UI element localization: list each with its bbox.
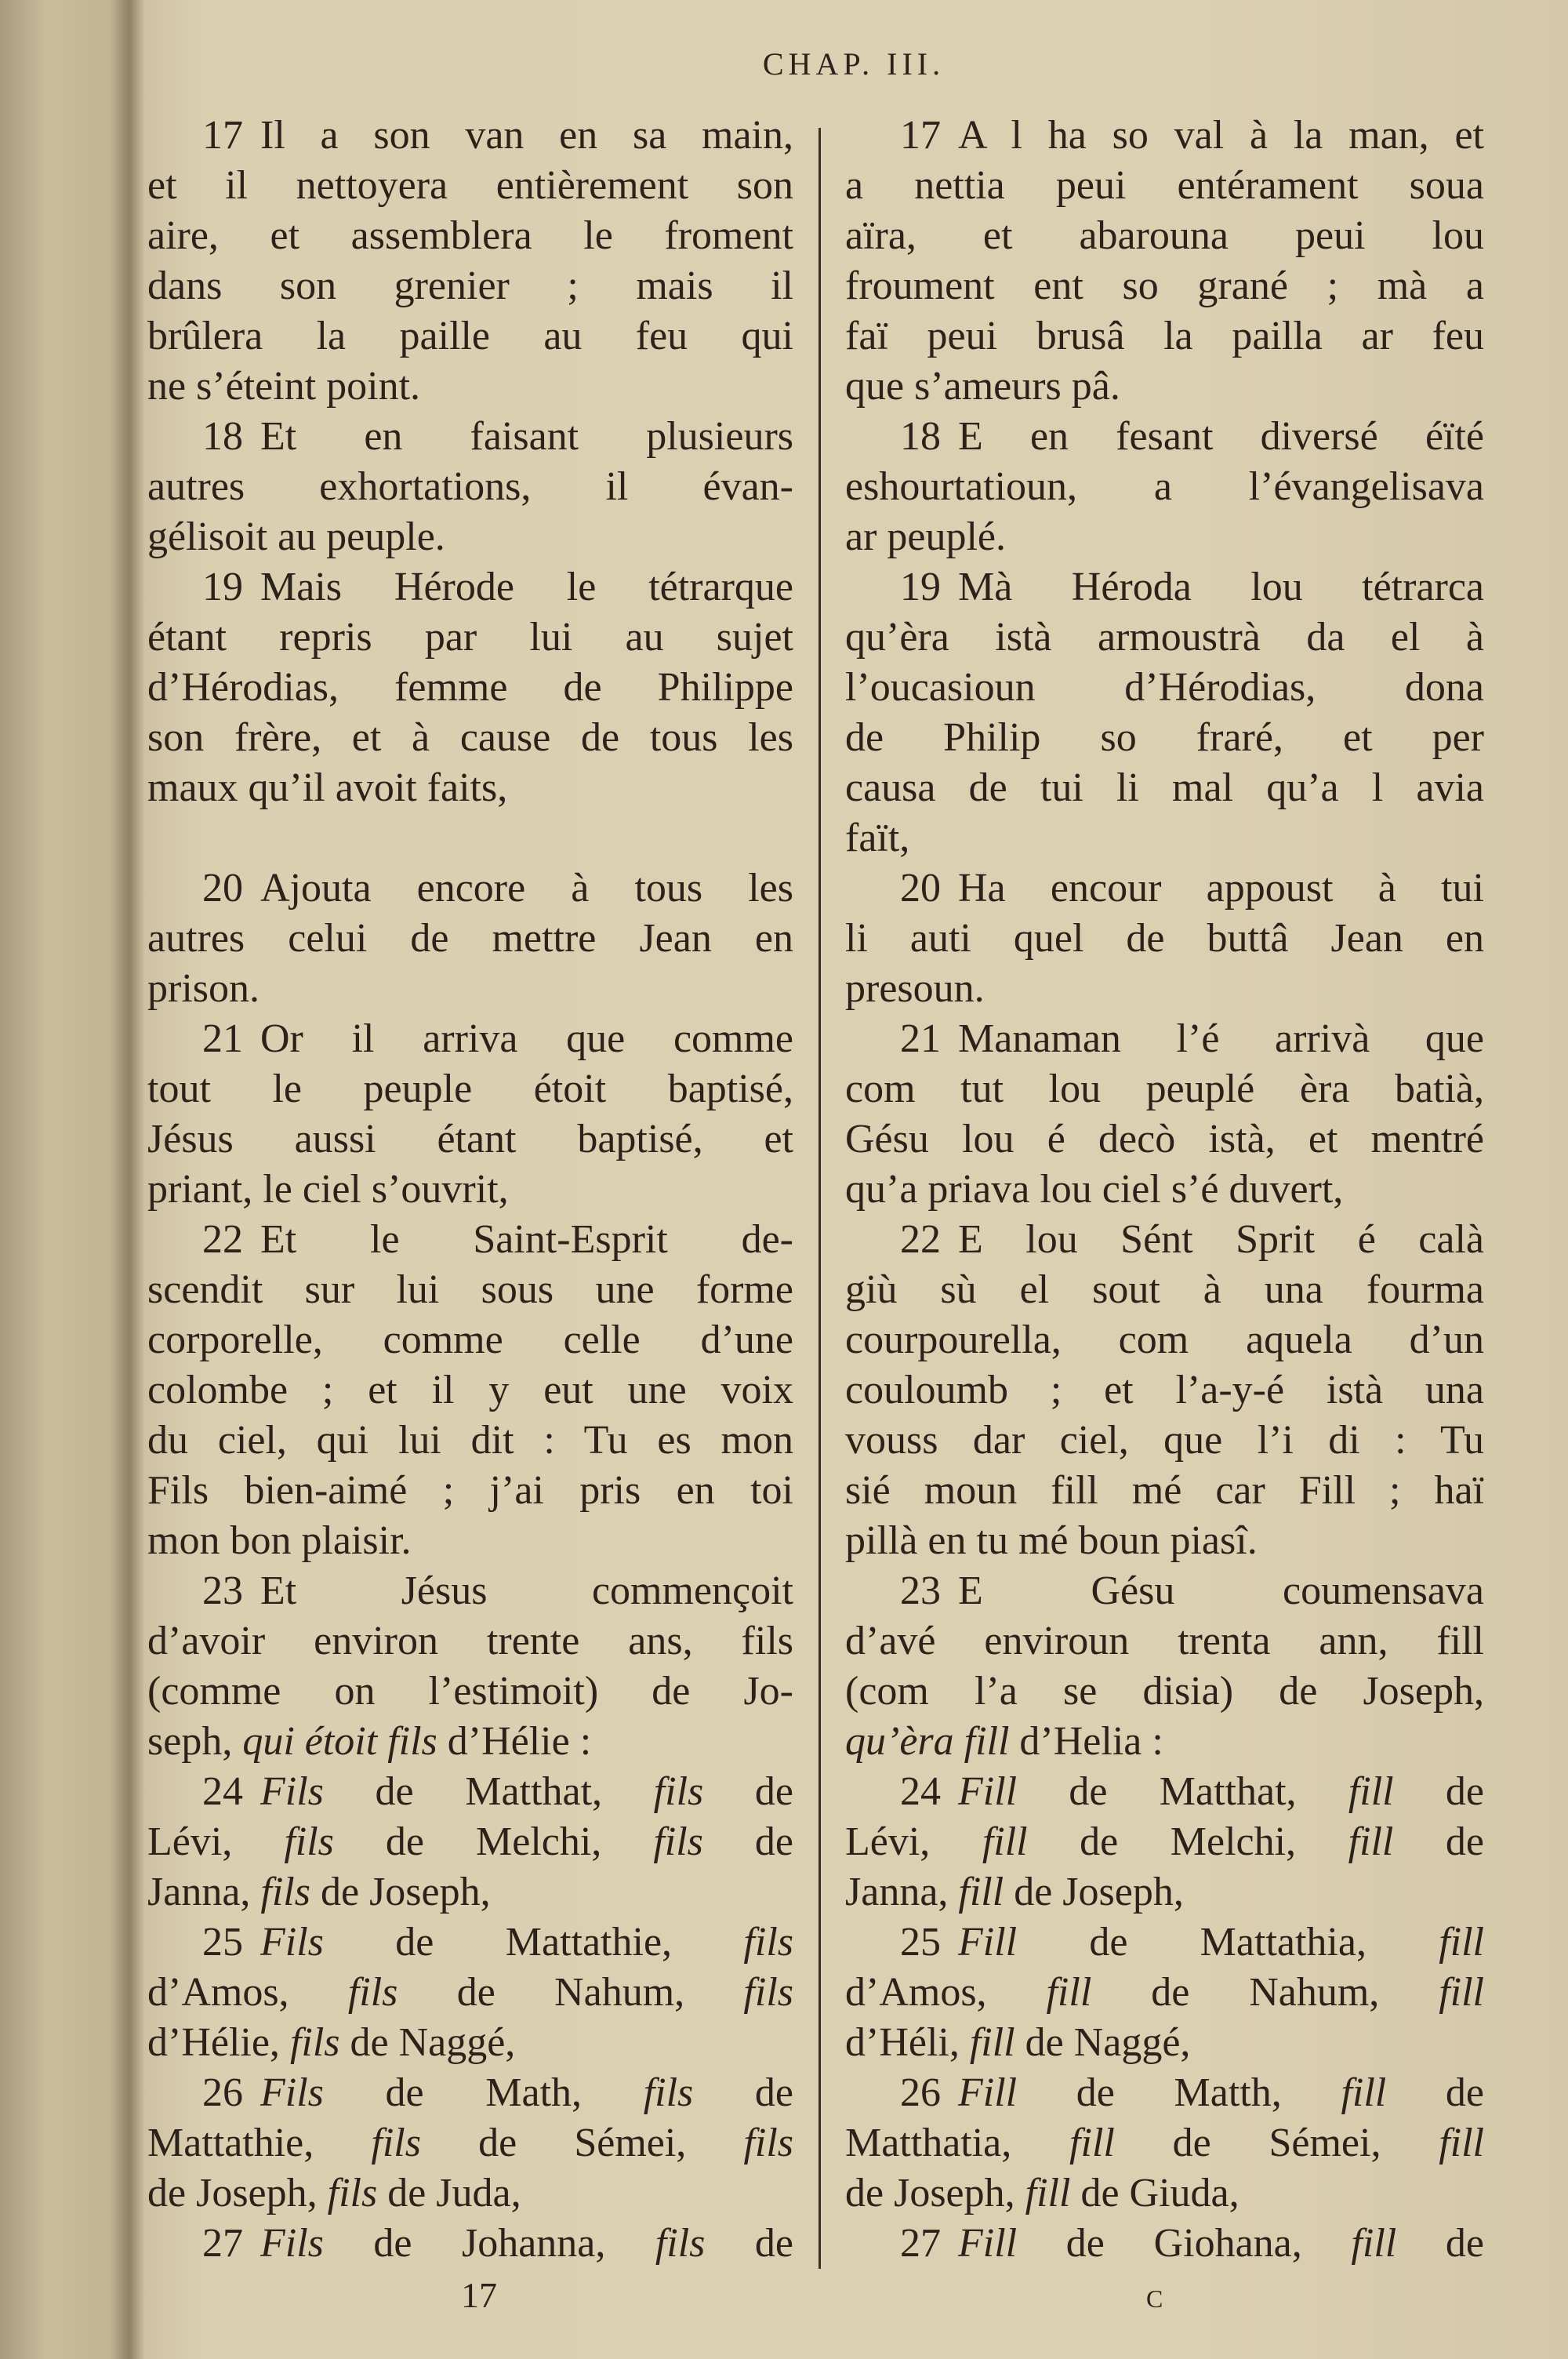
roman-text: causa de tui li mal qu’a l avia [845,765,1484,810]
italic-text: fill [1439,1970,1484,2015]
text-line [845,261,1484,311]
roman-text: Manaman l’é arrivà que [958,1016,1484,1061]
roman-text: E en fesant diversé éïté [958,414,1484,459]
italic-text: fils [327,2171,378,2215]
roman-text: d’Amos, [147,1970,348,2015]
text-line [147,2168,793,2219]
text-line [845,1566,1484,1616]
italic-text: fill [958,1870,1004,1914]
roman-text: ar peuplé. [845,514,1007,559]
text-line [147,1968,793,2018]
roman-text: Gésu lou é decò istà, et mentré [845,1117,1484,1161]
roman-text: seph, [147,1719,243,1764]
text-line [147,1265,793,1315]
running-title: CHAP. III. [762,46,946,82]
verse-number: 19 [900,565,941,609]
verse-number: 20 [900,866,941,911]
text-line [147,562,793,612]
text-line [845,612,1484,663]
roman-text: gélisoit au peuple. [147,514,445,559]
roman-text: de Matthat, [1017,1769,1348,1814]
roman-text: priant, le ciel s’ouvrit, [147,1167,509,1212]
text-line [845,1867,1484,1917]
roman-text: d’Hélie, [147,2020,290,2065]
text-line [845,1064,1484,1114]
roman-text: de Johanna, [323,2221,655,2266]
italic-text: qu’èra fill [845,1719,1010,1764]
roman-text: de Giohana, [1017,2221,1352,2266]
roman-text: com tut lou peuplé èra batià, [845,1067,1484,1111]
roman-text: dans son grenier ; mais il [147,264,793,308]
roman-text: Lévi, [147,1819,285,1864]
roman-text: corporelle, comme celle d’une [147,1318,793,1362]
text-line [147,1416,793,1466]
text-line [147,2219,793,2269]
verse-number: 20 [202,866,243,911]
page-number: 17 [461,2275,497,2315]
roman-text: de Mattathie, [323,1920,744,1965]
text-line [147,311,793,362]
text-line [845,2068,1484,2118]
roman-text: a nettia peui entérament soua [845,163,1484,208]
roman-text: de Sémei, [1114,2121,1439,2165]
roman-text: et il nettoyera entièrement son [147,163,793,208]
text-line [147,2018,793,2068]
text-line [147,1667,793,1717]
roman-text: que s’ameurs pâ. [845,364,1120,409]
italic-text: fill [1439,2121,1485,2165]
text-line [845,863,1484,914]
text-line [147,1165,793,1215]
roman-text: de Math, [323,2070,644,2115]
roman-text: Mais Hérode le tétrarque [260,565,793,609]
text-line [845,813,1484,863]
text-line [845,713,1484,763]
roman-text: colombe ; et il y eut une voix [147,1368,793,1412]
roman-text: couloumb ; et l’a-y-é istà una [845,1368,1484,1412]
roman-text: Janna, [147,1870,261,1914]
roman-text: de Joseph, [1004,1870,1184,1914]
column-divider [818,128,821,2269]
signature-mark: c [1146,2275,1163,2315]
roman-text: de [1396,2221,1484,2266]
text-line [147,1315,793,1365]
text-line [147,1566,793,1616]
italic-text: fils [743,2121,794,2165]
italic-text: fill [1025,2171,1071,2215]
roman-text: A l ha so val à la man, et [958,113,1484,158]
text-line [147,964,793,1014]
text-line [147,1616,793,1667]
roman-text: de [693,2070,793,2115]
roman-text: d’Helia : [1009,1719,1163,1764]
text-line [147,713,793,763]
roman-text: Et Jésus commençoit [260,1568,793,1613]
text-line [845,914,1484,964]
roman-text: de Joseph, [845,2171,1025,2215]
roman-text: maux qu’il avoit faits, [147,765,508,810]
text-line [845,111,1484,161]
text-line [147,2118,793,2168]
roman-text: de [1393,1819,1484,1864]
text-line [147,1114,793,1165]
text-line [147,1064,793,1114]
roman-text: autres celui de mettre Jean en [147,916,793,961]
verse-number: 27 [202,2221,243,2266]
roman-text: de Naggé, [1014,2020,1191,2065]
roman-text: de Juda, [377,2171,521,2215]
italic-text: fill [1069,2121,1115,2165]
text-line [845,2168,1484,2219]
roman-text: Fils bien-aimé ; j’ai pris en toi [147,1468,793,1513]
text-line [147,663,793,713]
roman-text: Janna, [845,1870,959,1914]
roman-text: autres exhortations, il évan- [147,464,793,509]
roman-text: son frère, et à cause de tous les [147,715,793,760]
text-line [845,1667,1484,1717]
roman-text: Mattathie, [147,2121,372,2165]
roman-text: de Naggé, [339,2020,516,2065]
verse-number: 17 [202,113,243,158]
roman-text: d’Amos, [845,1970,1047,2015]
roman-text: de Melchi, [333,1819,654,1864]
text-line [147,1215,793,1265]
italic-text: fill [1348,1819,1394,1864]
text-line [147,2068,793,2118]
text-line [845,412,1484,462]
text-line [147,261,793,311]
column-nicard [845,111,1484,2269]
verse-number: 25 [900,1920,941,1965]
roman-text: l’oucasioun d’Hérodias, dona [845,665,1484,710]
roman-text: de Matth, [1017,2070,1341,2115]
roman-text: d’avé enviroun trenta ann, fill [845,1619,1484,1663]
text-line [147,1767,793,1817]
blank-line [147,813,793,863]
roman-text: de Joseph, [147,2171,328,2215]
text-line [147,1717,793,1767]
roman-text: giù sù el sout à una fourma [845,1267,1484,1312]
roman-text: de Sémei, [420,2121,744,2165]
roman-text: de [1393,1769,1484,1814]
roman-text: qu’a priava lou ciel s’é duvert, [845,1167,1344,1212]
italic-text: fill [1046,1970,1092,2015]
roman-text: du ciel, qui lui dit : Tu es mon [147,1418,793,1463]
roman-text: de Philip so frаré, et per [845,715,1484,760]
italic-text: Fils [260,1920,324,1965]
text-line [147,512,793,562]
roman-text: faï peui brusâ la pailla ar feu [845,314,1484,358]
roman-text: Et le Saint-Esprit de- [260,1217,793,1262]
text-line [147,1867,793,1917]
verse-number: 24 [202,1769,243,1814]
verse-number: 19 [202,565,243,609]
roman-text: Matthatia, [845,2121,1070,2165]
text-line [845,1416,1484,1466]
italic-text: fill [1348,1769,1394,1814]
roman-text: vouss dar ciel, que l’i di : Tu [845,1418,1484,1463]
roman-text: tout le peuple étoit baptisé, [147,1067,793,1111]
text-line [147,1365,793,1416]
text-line [147,1817,793,1867]
italic-text: Fill [958,1920,1018,1965]
roman-text: de Giuda, [1070,2171,1240,2215]
text-line [845,311,1484,362]
roman-text: d’Hérodias, femme de Philippe [147,665,793,710]
text-line [845,211,1484,261]
roman-text: de Mattathia, [1017,1920,1439,1965]
roman-text: de Matthat, [323,1769,654,1814]
roman-text: aire, et assemblera le froment [147,213,793,258]
roman-text: d’Héli, [845,2020,970,2065]
roman-text: de [702,1819,793,1864]
roman-text: courpourella, com aquela d’un [845,1318,1484,1362]
verse-number: 27 [900,2221,941,2266]
roman-text: eshourtatioun, a l’évangelisava [845,464,1484,509]
roman-text: Et en faisant plusieurs [260,414,793,459]
text-line [147,863,793,914]
text-line [147,914,793,964]
text-line [845,1265,1484,1315]
verse-number: 23 [900,1568,941,1613]
text-line [147,462,793,512]
verse-number: 22 [202,1217,243,1262]
roman-text: E Gésu coumensava [958,1568,1484,1613]
roman-text: d’Hélie : [437,1719,592,1764]
roman-text: (comme on l’estimoit) de Jo- [147,1669,793,1714]
roman-text: (com l’a se disia) de Joseph, [845,1669,1484,1714]
text-line [845,1968,1484,2018]
italic-text: fils [653,1819,703,1864]
roman-text: d’avoir environ trente ans, fils [147,1619,793,1663]
roman-text: de [705,2221,793,2266]
italic-text: fils [289,2020,340,2065]
verse-number: 24 [900,1769,941,1814]
roman-text: presoun. [845,966,985,1011]
verse-number: 21 [202,1016,243,1061]
roman-text: prison. [147,966,260,1011]
verse-number: 22 [900,1217,941,1262]
italic-text: fils [284,1819,334,1864]
italic-text: Fill [958,2221,1018,2266]
roman-text: de Melchi, [1027,1819,1348,1864]
text-line [147,763,793,813]
roman-text: faït, [845,816,910,860]
roman-text: de Joseph, [310,1870,491,1914]
verse-number: 26 [202,2070,243,2115]
roman-text: Mà Héroda lou tétrarca [958,565,1484,609]
verse-number: 17 [900,113,941,158]
italic-text: fils [655,2221,706,2266]
italic-text: fill [1351,2221,1397,2266]
text-line [845,1616,1484,1667]
italic-text: Fill [958,1769,1018,1814]
text-line [845,2018,1484,2068]
text-line [845,1365,1484,1416]
italic-text: fils [643,2070,694,2115]
text-line [845,964,1484,1014]
roman-text: mon bon plaisir. [147,1518,412,1563]
text-line [845,1014,1484,1064]
text-line [845,1516,1484,1566]
text-line [845,1165,1484,1215]
italic-text: Fill [958,2070,1018,2115]
roman-text: qu’èra istà armoustrà da el à [845,615,1484,660]
text-line [147,211,793,261]
roman-text: li auti quel de buttâ Jean en [845,916,1484,961]
roman-text: sié moun fill mé car Fill ; haï [845,1468,1484,1513]
text-line [845,1215,1484,1265]
italic-text: fils [653,1769,704,1814]
roman-text: Ajouta encore à tous les [260,866,793,911]
text-line [845,1315,1484,1365]
italic-text: fill [969,2020,1015,2065]
text-line [845,562,1484,612]
text-line [845,462,1484,512]
italic-text: fils [371,2121,421,2165]
italic-text: Fils [260,1769,324,1814]
italic-text: fill [1341,2070,1387,2115]
text-line [845,2219,1484,2269]
column-french [147,111,793,2269]
text-line [845,1817,1484,1867]
text-line [147,612,793,663]
italic-text: fils [347,1970,398,2015]
text-line [845,763,1484,813]
italic-text: Fils [260,2070,324,2115]
text-line [845,2118,1484,2168]
verse-number: 26 [900,2070,941,2115]
roman-text: froument ent so grané ; mà a [845,264,1484,308]
text-line [845,512,1484,562]
italic-text: fill [1439,1920,1484,1965]
roman-text: de Nahum, [1091,1970,1439,2015]
text-line [845,1767,1484,1817]
text-line [147,161,793,211]
text-line [845,1114,1484,1165]
italic-text: fils [743,1970,793,2015]
verse-number: 18 [202,414,243,459]
roman-text: étant repris par lui au sujet [147,615,793,660]
roman-text: Ha encour appoust à tui [958,866,1484,911]
italic-text: qui étoit fils [242,1719,437,1764]
roman-text: aïra, et abarouna peui lou [845,213,1484,258]
verse-number: 25 [202,1920,243,1965]
text-line [147,1466,793,1516]
text-line [845,1917,1484,1968]
text-line [845,362,1484,412]
roman-text: scendit sur lui sous une forme [147,1267,793,1312]
verse-number: 23 [202,1568,243,1613]
roman-text: Lévi, [845,1819,982,1864]
text-line [147,1917,793,1968]
text-line [147,412,793,462]
roman-text: Or il arriva que comme [260,1016,793,1061]
italic-text: fils [743,1920,793,1965]
verse-number: 21 [900,1016,941,1061]
italic-text: fill [982,1819,1028,1864]
verse-number: 18 [900,414,941,459]
roman-text: brûlera la paille au feu qui [147,314,793,358]
text-line [845,663,1484,713]
text-line [147,111,793,161]
text-line [147,362,793,412]
roman-text: Jésus aussi étant baptisé, et [147,1117,793,1161]
italic-text: Fils [260,2221,324,2266]
roman-text: E lou Sént Sprit é calà [958,1217,1484,1262]
text-line [147,1014,793,1064]
text-line [845,1717,1484,1767]
roman-text: pillà en tu mé boun piasî. [845,1518,1258,1563]
italic-text: fils [260,1870,310,1914]
roman-text: de [1386,2070,1484,2115]
roman-text: Il a son van en sa main, [260,113,793,158]
text-line [845,161,1484,211]
text-line [845,1466,1484,1516]
roman-text: de Nahum, [397,1970,744,2015]
text-line [147,1516,793,1566]
roman-text: de [703,1769,793,1814]
roman-text: ne s’éteint point. [147,364,421,409]
